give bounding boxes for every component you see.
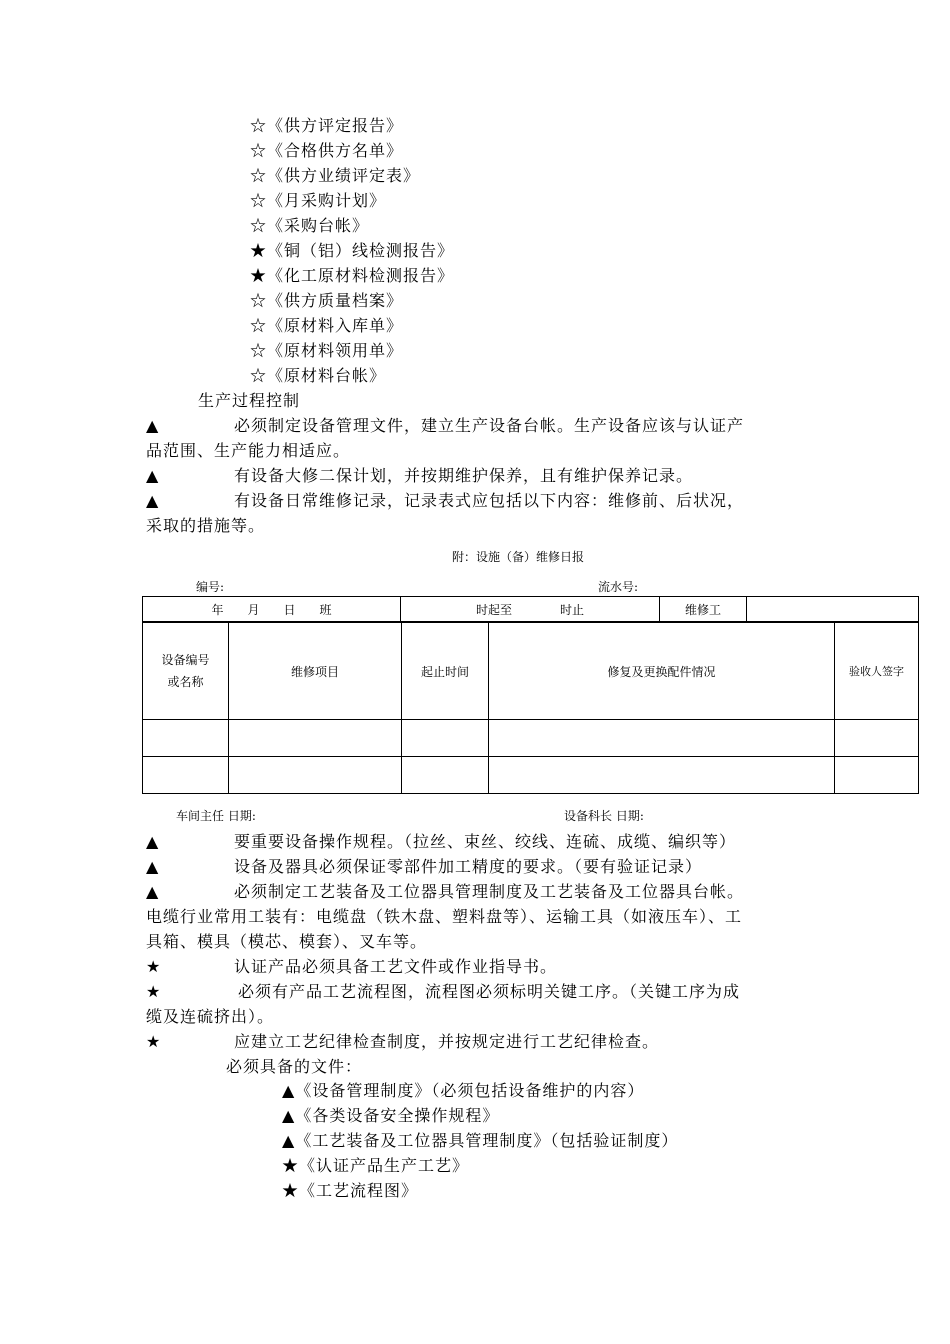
list-item: ☆《采购台帐》 bbox=[250, 216, 370, 235]
table-cell[interactable] bbox=[229, 757, 402, 794]
list-item: ☆《原材料入库单》 bbox=[250, 316, 404, 335]
table-cell[interactable] bbox=[489, 720, 835, 757]
time-cell: 时起至 时止 bbox=[401, 597, 660, 622]
para-marker: ▲ bbox=[146, 416, 160, 435]
list-item: ▲《设备管理制度》（必须包括设备维护的内容） bbox=[282, 1081, 645, 1100]
table-row bbox=[143, 720, 919, 757]
table-cell[interactable] bbox=[402, 757, 489, 794]
table-cell[interactable] bbox=[229, 720, 402, 757]
list-item: ★《化工原材料检测报告》 bbox=[250, 266, 455, 285]
para-text: 电缆行业常用工装有：电缆盘（铁木盘、塑料盘等）、运输工具（如液压车）、工 bbox=[146, 907, 743, 926]
col-header-signature: 验收人签字 bbox=[835, 623, 919, 720]
para-text: 必须有产品工艺流程图，流程图必须标明关键工序。（关键工序为成 bbox=[238, 982, 741, 1001]
date-cell: 年 月 日 班 bbox=[143, 597, 401, 622]
para-marker: ★ bbox=[146, 1032, 162, 1051]
form-number-label: 编号: bbox=[196, 580, 225, 594]
list-item: ▲《工艺装备及工位器具管理制度》（包括验证制度） bbox=[282, 1131, 679, 1150]
para-text: 应建立工艺纪律检查制度，并按规定进行工艺纪律检查。 bbox=[234, 1032, 660, 1051]
para-text: 具箱、模具（模芯、模套）、叉车等。 bbox=[146, 932, 428, 951]
repairer-input-cell[interactable] bbox=[747, 597, 919, 622]
list-item: ☆《供方评定报告》 bbox=[250, 116, 404, 135]
list-item: ★《铜（铝）线检测报告》 bbox=[250, 241, 455, 260]
para-marker: ▲ bbox=[146, 832, 160, 851]
para-text: 有设备大修二保计划，并按期维护保养，且有维护保养记录。 bbox=[234, 466, 694, 485]
para-text: 采取的措施等。 bbox=[146, 516, 266, 535]
repairer-label-cell: 维修工 bbox=[660, 597, 747, 622]
para-text: 品范围、生产能力相适应。 bbox=[146, 441, 351, 460]
para-text: 缆及连硫挤出）。 bbox=[146, 1007, 275, 1026]
table-cell[interactable] bbox=[143, 757, 229, 794]
para-marker: ▲ bbox=[146, 491, 160, 510]
col-header-parts: 修复及更换配件情况 bbox=[489, 623, 835, 720]
list-item: ☆《月采购计划》 bbox=[250, 191, 387, 210]
para-text: 必须制定设备管理文件，建立生产设备台帐。生产设备应该与认证产 bbox=[234, 416, 745, 435]
para-text: 有设备日常维修记录，记录表式应包括以下内容：维修前、后状况， bbox=[234, 491, 745, 510]
list-item: ☆《供方质量档案》 bbox=[250, 291, 404, 310]
table-cell[interactable] bbox=[402, 720, 489, 757]
para-text: 要重要设备操作规程。（拉丝、束丝、绞线、连硫、成缆、编织等） bbox=[234, 832, 737, 851]
table-cell[interactable] bbox=[489, 757, 835, 794]
col-header-time: 起止时间 bbox=[402, 623, 489, 720]
col-header-equipment: 设备编号 或名称 bbox=[143, 623, 229, 720]
para-text: 设备及器具必须保证零部件加工精度的要求。（要有验证记录） bbox=[234, 857, 703, 876]
para-marker: ▲ bbox=[146, 882, 160, 901]
workshop-sign: 车间主任 日期: bbox=[176, 809, 256, 823]
para-text: 认证产品必须具备工艺文件或作业指导书。 bbox=[234, 957, 558, 976]
para-text: 必须制定工艺装备及工位器具管理制度及工艺装备及工位器具台帐。 bbox=[234, 882, 745, 901]
list-item: ☆《供方业绩评定表》 bbox=[250, 166, 421, 185]
table-cell[interactable] bbox=[835, 720, 919, 757]
para-marker: ★ bbox=[146, 957, 162, 976]
list-item: ★《工艺流程图》 bbox=[282, 1181, 419, 1200]
para-marker: ▲ bbox=[146, 466, 160, 485]
col-header-item: 维修项目 bbox=[229, 623, 402, 720]
form-serial-label: 流水号: bbox=[598, 580, 639, 594]
header-table bbox=[142, 596, 919, 622]
repair-table bbox=[142, 622, 919, 794]
para-marker: ▲ bbox=[146, 857, 160, 876]
section-heading: 生产过程控制 bbox=[198, 391, 301, 410]
table-row bbox=[143, 757, 919, 794]
required-heading: 必须具备的文件： bbox=[226, 1057, 363, 1076]
list-item: ★《认证产品生产工艺》 bbox=[282, 1156, 470, 1175]
para-marker: ★ bbox=[146, 982, 162, 1001]
form-title: 附：设施（备）维修日报 bbox=[452, 550, 585, 564]
table-cell[interactable] bbox=[835, 757, 919, 794]
list-item: ☆《原材料领用单》 bbox=[250, 341, 404, 360]
dept-sign: 设备科长 日期: bbox=[564, 809, 644, 823]
table-cell[interactable] bbox=[143, 720, 229, 757]
list-item: ☆《合格供方名单》 bbox=[250, 141, 404, 160]
list-item: ☆《原材料台帐》 bbox=[250, 366, 387, 385]
list-item: ▲《各类设备安全操作规程》 bbox=[282, 1106, 500, 1125]
